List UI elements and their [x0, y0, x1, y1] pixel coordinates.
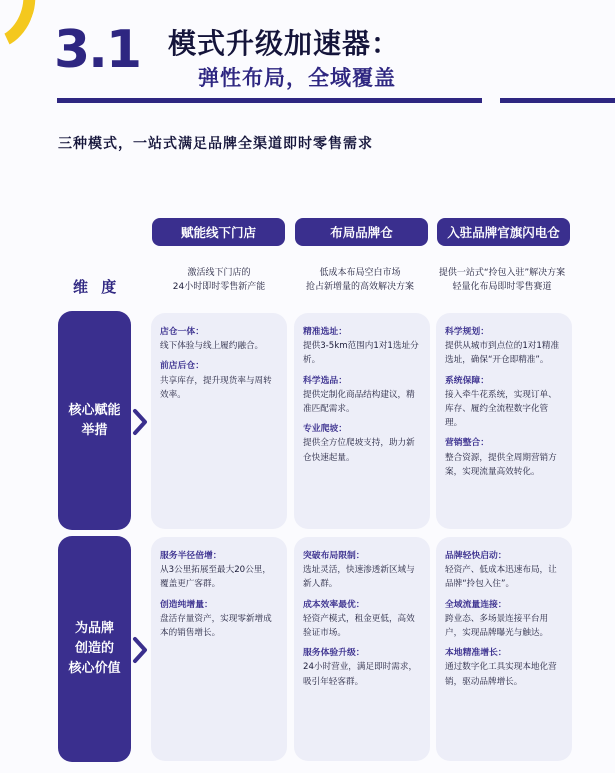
row-label-line: 核心赋能 [68, 402, 121, 418]
point-heading: 品牌轻快启动： [445, 551, 507, 561]
column-summary [290, 266, 430, 294]
column-summary [149, 266, 289, 294]
point-text: 提供从城市到点位的1对1精准选址，确保“开仓即精准”。 [445, 341, 560, 366]
point-heading: 成本效率最优： [303, 599, 365, 610]
point-heading: 店仓一体： [160, 327, 204, 337]
point-heading: 服务半径倍增： [160, 551, 222, 561]
card-point [445, 374, 564, 431]
summary-line: 轻量化布局即时零售赛道 [452, 282, 552, 292]
card-point [445, 598, 564, 641]
column-summary [432, 266, 572, 294]
summary-line: 低成本布局空白市场 [319, 268, 401, 278]
title-rule [57, 98, 482, 103]
point-heading: 本地精准增长： [445, 648, 507, 659]
card-store-value [151, 537, 287, 761]
point-heading: 全域流量连接： [445, 599, 507, 610]
point-text: 提供全方位爬坡支持，助力新仓快速起量。 [303, 438, 415, 463]
point-heading: 营销整合： [445, 438, 489, 449]
point-text: 盘活存量资产，实现零新增成本的销售增长。 [160, 613, 272, 639]
summary-line: 抢占新增量的高效解决方案 [305, 282, 414, 292]
point-text: 24小时营业，满足即时需求，吸引年轻客群。 [303, 662, 418, 687]
point-heading: 专业爬坡： [303, 424, 347, 435]
point-text: 接入牵牛花系统，实现订单、库存、履约全流程数字化管理。 [445, 389, 557, 429]
point-text: 跨业态、多场景连接平台用户，实现品牌曝光与触达。 [445, 613, 549, 639]
point-text: 轻资产、低成本迅速布局，让品牌“拎包入住”。 [445, 565, 557, 590]
point-heading: 突破布局限制： [303, 551, 365, 561]
card-warehouse-value [294, 537, 430, 761]
point-text: 通过数字化工具实现本地化营销，驱动品牌增长。 [445, 662, 557, 687]
row-label-core-measures [58, 311, 131, 530]
card-point [445, 549, 564, 592]
card-point [160, 325, 279, 353]
point-heading: 服务体验升级： [303, 648, 365, 659]
point-heading: 创造纯增量： [160, 599, 213, 610]
point-heading: 科学规划： [445, 327, 489, 337]
card-point [445, 436, 564, 479]
row-label-line: 核心价值 [68, 661, 121, 676]
point-heading: 系统保障： [445, 375, 489, 386]
chevron-right-icon [132, 636, 148, 664]
card-point [303, 646, 422, 689]
card-store-measures [151, 313, 287, 529]
summary-line: 24小时即时零售新产能 [172, 282, 266, 292]
card-flash-measures [436, 313, 572, 529]
point-text: 提供定制化商品结构建议，精准匹配需求。 [303, 389, 415, 415]
card-point [445, 325, 564, 368]
card-point [303, 598, 422, 641]
row-label-core-value [58, 536, 131, 762]
card-warehouse-measures [294, 313, 430, 529]
chevron-right-icon [132, 408, 148, 436]
point-text: 轻资产模式，租金更低，高效验证市场。 [303, 613, 415, 639]
page-subtitle: 弹性布局，全域覆盖 [198, 66, 396, 90]
card-point [160, 598, 279, 641]
decorative-arc [0, 0, 47, 59]
point-heading: 前店后仓： [160, 361, 204, 372]
card-point [303, 549, 422, 592]
column-header-warehouse: 布局品牌仓 [295, 218, 428, 246]
card-point [160, 359, 279, 402]
point-text: 整合资源，提供全周期营销方案，实现流量高效转化。 [445, 452, 557, 477]
page-title: 模式升级加速器： [168, 27, 401, 60]
card-flash-value [436, 537, 572, 761]
point-text: 共享库存，提升现货率与周转效率。 [160, 375, 272, 400]
dimension-label: 维 度 [73, 278, 121, 296]
title-rule-short [500, 98, 615, 103]
card-point [303, 374, 422, 417]
summary-line: 提供一站式“拎包入驻”解决方案 [438, 268, 566, 278]
card-point [160, 549, 279, 592]
point-heading: 精准选址： [303, 327, 347, 337]
tagline: 三种模式，一站式满足品牌全渠道即时零售需求 [58, 136, 373, 152]
column-header-store: 赋能线下门店 [152, 218, 285, 246]
row-label-line: 创造的 [74, 641, 114, 656]
point-text: 线下体验与线上履约融合。 [160, 341, 264, 352]
card-point [445, 646, 564, 689]
point-text: 选址灵活，快速渗透新区域与新人群。 [303, 565, 415, 590]
point-text: 提供3-5km范围内1对1选址分析。 [303, 341, 419, 366]
row-label-line: 为品牌 [74, 621, 114, 636]
column-header-flash-warehouse: 入驻品牌官旗闪电仓 [437, 218, 570, 246]
point-text: 从3公里拓展至最大20公里，覆盖更广客群。 [160, 565, 271, 590]
row-label-line: 举措 [81, 422, 108, 438]
section-number: 3.1 [54, 20, 141, 80]
card-point [303, 422, 422, 465]
summary-line: 激活线下门店的 [187, 268, 251, 278]
card-point [303, 325, 422, 368]
point-heading: 科学选品： [303, 375, 347, 386]
